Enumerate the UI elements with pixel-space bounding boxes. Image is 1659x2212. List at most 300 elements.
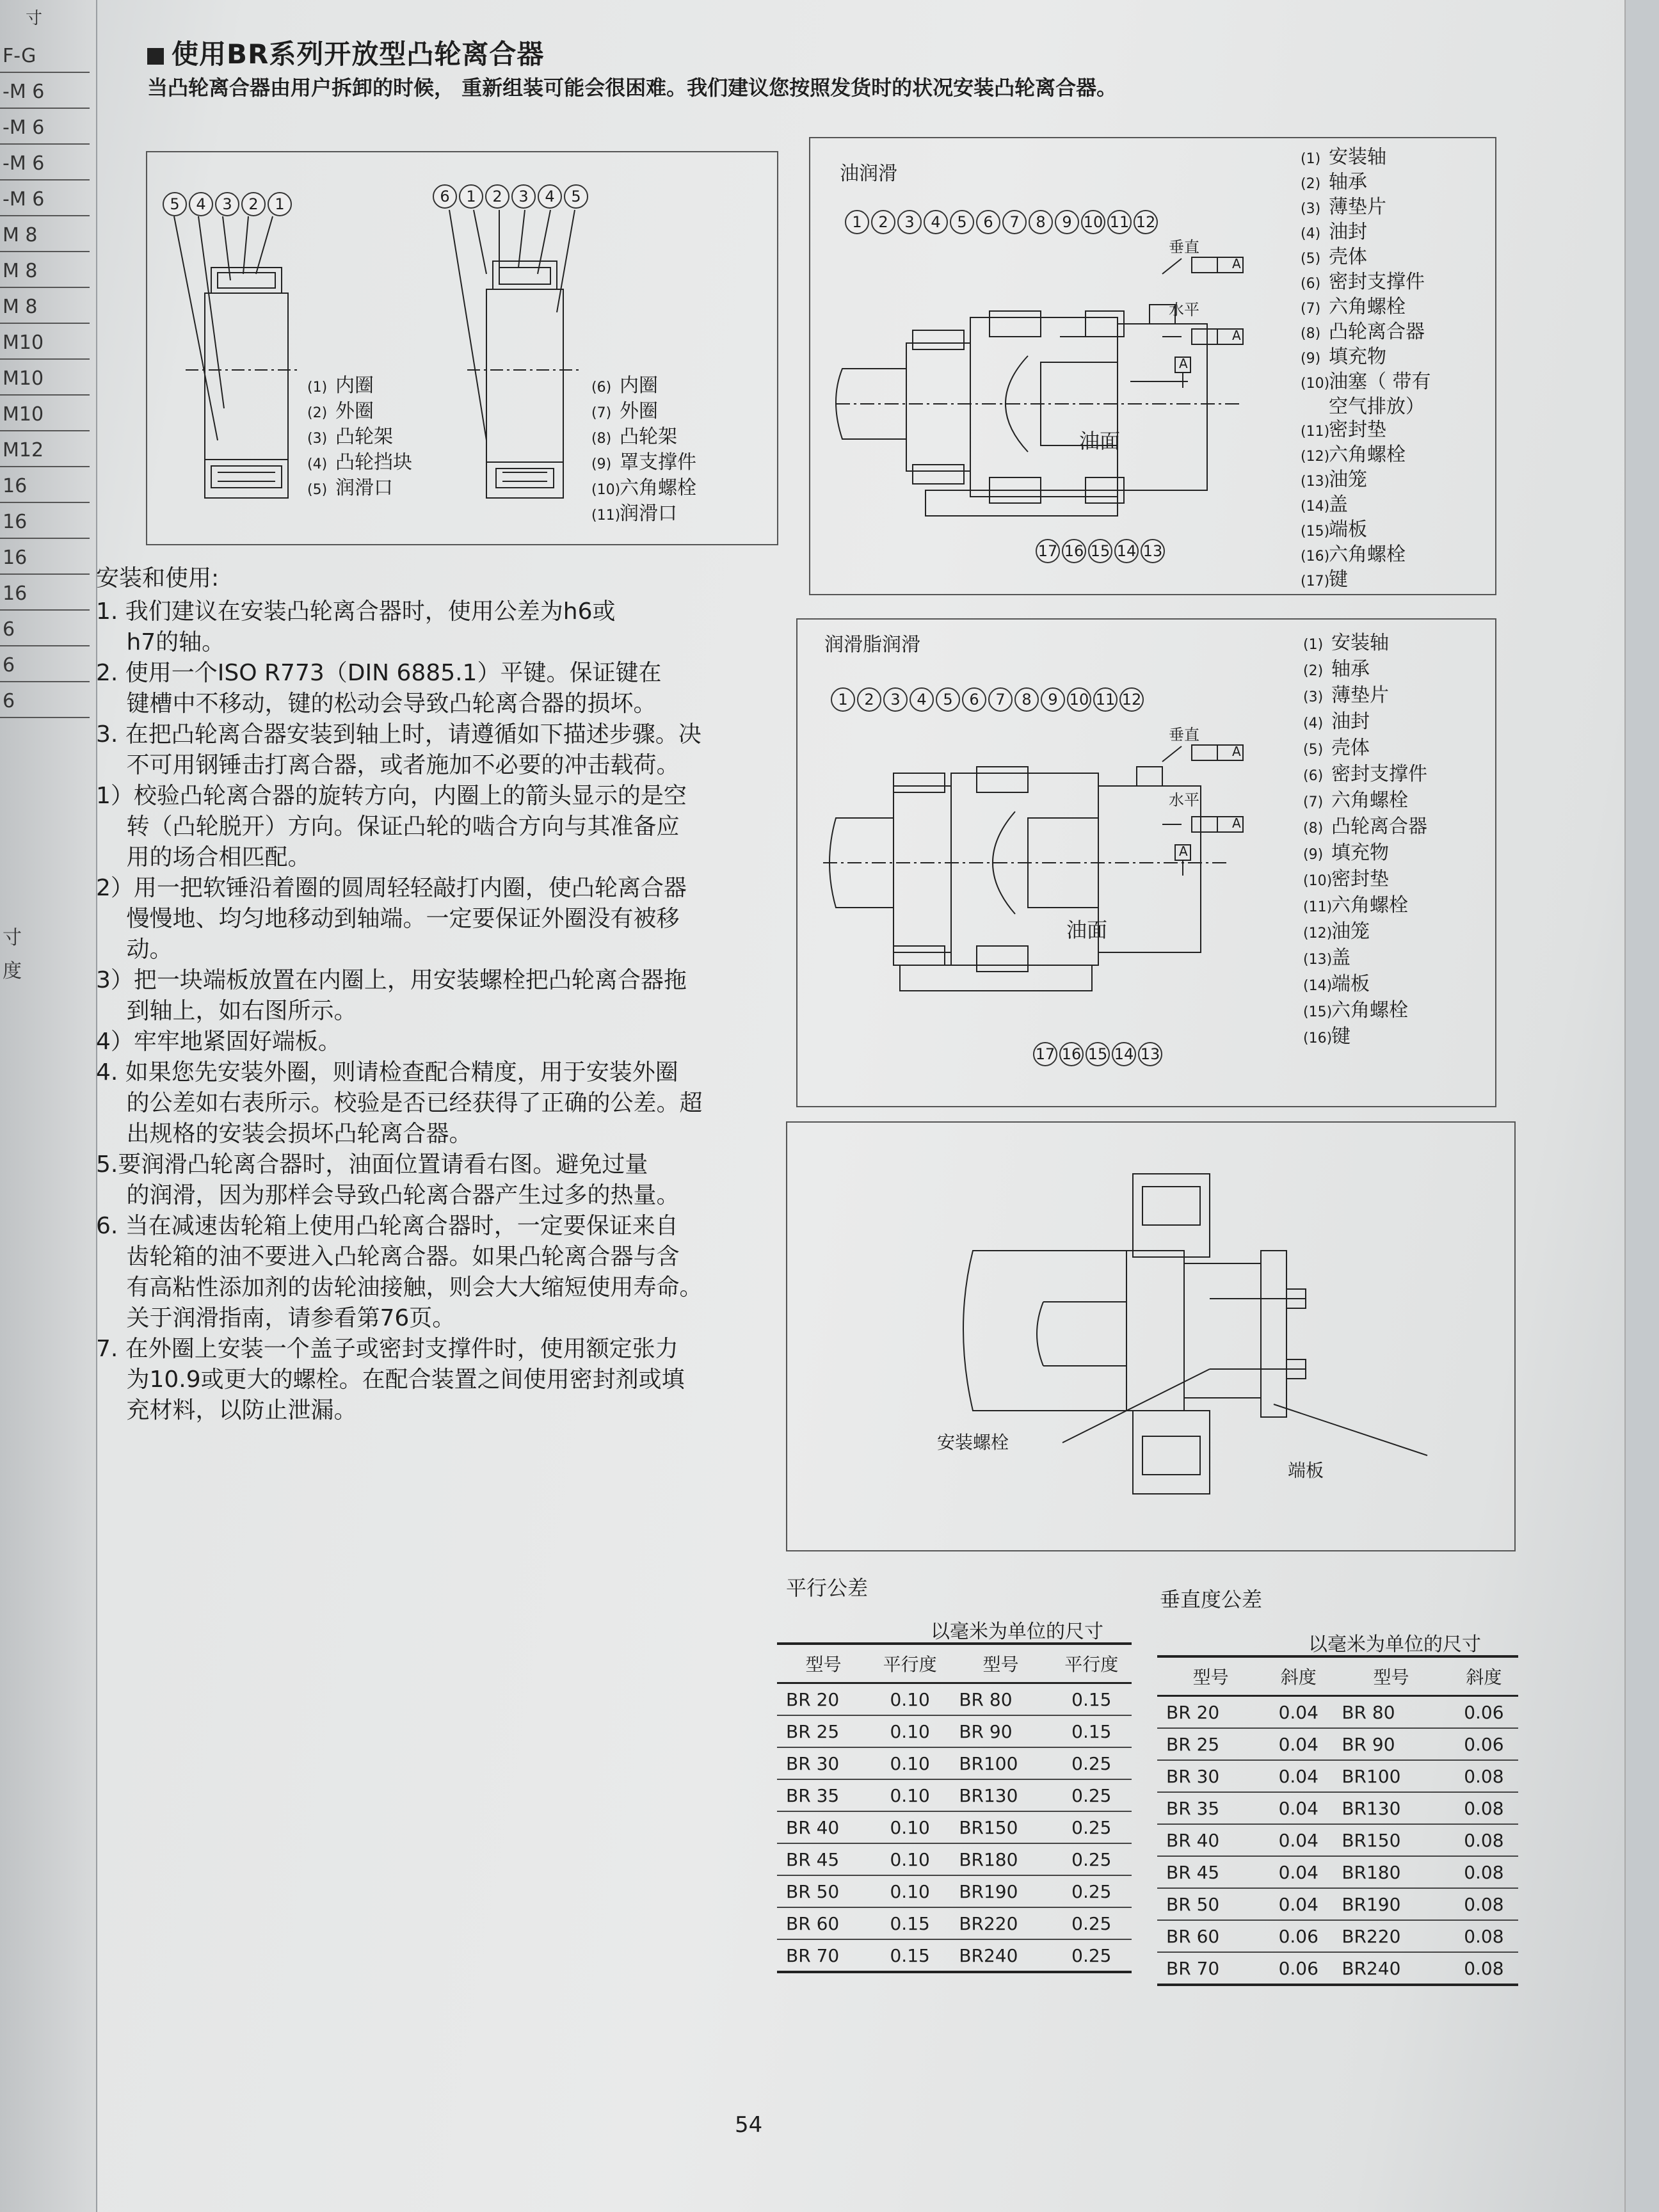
value-cell: 0.08 bbox=[1450, 1920, 1518, 1952]
model-cell: BR 60 bbox=[1157, 1920, 1264, 1952]
part-number-circle: 3 bbox=[897, 210, 922, 234]
model-cell: BR 45 bbox=[777, 1843, 870, 1875]
model-cell: BR180 bbox=[1333, 1856, 1449, 1888]
legend-text: 安装轴 bbox=[1331, 632, 1389, 654]
model-cell: BR220 bbox=[1333, 1920, 1449, 1952]
legend-number: (4) bbox=[1303, 716, 1324, 732]
legend-text: 盖 bbox=[1331, 947, 1350, 969]
legend-text: 端板 bbox=[1331, 973, 1370, 995]
instructions-heading: 安装和使用: bbox=[96, 565, 220, 591]
legend-item bbox=[1301, 346, 1431, 371]
model-cell: BR 20 bbox=[1157, 1696, 1264, 1729]
legend-item bbox=[1303, 684, 1427, 710]
part-number-circle: 3 bbox=[215, 192, 239, 216]
value-cell: 0.25 bbox=[1052, 1811, 1132, 1843]
legend-number: (7) bbox=[591, 405, 612, 421]
legend-number: (17) bbox=[1301, 573, 1330, 589]
legend-text: 油笼 bbox=[1329, 469, 1367, 491]
table-row bbox=[1157, 1856, 1518, 1888]
part-number-circle: 2 bbox=[241, 192, 266, 216]
legend-text: 润滑口 bbox=[620, 502, 677, 525]
value-cell: 0.25 bbox=[1052, 1843, 1132, 1875]
legend-item bbox=[1303, 736, 1427, 762]
model-cell: BR 40 bbox=[1157, 1824, 1264, 1856]
value-cell: 0.08 bbox=[1450, 1824, 1518, 1856]
part-number-circle: 10 bbox=[1067, 687, 1091, 712]
grease-lubrication-title: 润滑脂润滑 bbox=[824, 634, 920, 656]
prev-page-line: 16 bbox=[3, 582, 28, 605]
value-cell: 0.06 bbox=[1264, 1952, 1333, 1985]
legend-item bbox=[1301, 146, 1431, 171]
prev-page-line: M12 bbox=[3, 439, 44, 461]
value-cell: 0.25 bbox=[1052, 1875, 1132, 1907]
prev-page-rule bbox=[0, 573, 90, 575]
value-cell: 0.15 bbox=[1052, 1683, 1132, 1716]
legend-number: (5) bbox=[1303, 742, 1324, 758]
legend-text: 空气排放） bbox=[1329, 396, 1425, 418]
prev-page-rule bbox=[0, 538, 90, 539]
instruction-line: 齿轮箱的油不要进入凸轮离合器。如果凸轮离合器与含 bbox=[96, 1244, 680, 1270]
legend-text: 六角螺栓 bbox=[1329, 543, 1406, 566]
instruction-line: 7. 在外圈上安装一个盖子或密封支撑件时，使用额定张力 bbox=[96, 1336, 678, 1362]
value-cell: 0.04 bbox=[1264, 1760, 1333, 1792]
perpendicular-table-unit: 以毫米为单位的尺寸 bbox=[1308, 1633, 1481, 1656]
legend-item bbox=[1301, 321, 1431, 346]
legend-item bbox=[1301, 396, 1431, 419]
square-bullet-icon bbox=[147, 48, 164, 65]
previous-page-edge bbox=[0, 0, 97, 2212]
legend-item bbox=[1301, 543, 1431, 568]
prev-page-rule bbox=[0, 502, 90, 503]
part-number-circle: 5 bbox=[950, 210, 974, 234]
instruction-line: 有高粘性添加剂的齿轮油接触，则会大大缩短使用寿命。 bbox=[96, 1274, 703, 1301]
column-header: 型号 bbox=[1333, 1656, 1449, 1696]
model-cell: BR 40 bbox=[777, 1811, 870, 1843]
prev-page-line: -M 6 bbox=[3, 188, 45, 211]
legend-item bbox=[1301, 296, 1431, 321]
model-cell: BR 70 bbox=[777, 1939, 870, 1972]
part-number-circle: 2 bbox=[871, 210, 895, 234]
part-number-circle: 16 bbox=[1059, 1042, 1084, 1066]
datum-a: A bbox=[1179, 356, 1188, 371]
legend-text: 凸轮离合器 bbox=[1331, 815, 1427, 838]
prev-page-label: 度 bbox=[3, 960, 22, 982]
instruction-line: 4）牢牢地紧固好端板。 bbox=[96, 1029, 341, 1055]
value-cell: 0.04 bbox=[1264, 1728, 1333, 1760]
part-number-circle: 13 bbox=[1141, 539, 1165, 563]
part-number-circle: 13 bbox=[1138, 1042, 1162, 1066]
instruction-line: 用的场合相匹配。 bbox=[96, 844, 311, 870]
legend-text: 油笼 bbox=[1331, 920, 1370, 943]
value-cell: 0.25 bbox=[1052, 1907, 1132, 1939]
legend-text: 罩支撑件 bbox=[620, 451, 696, 474]
parallel-tolerance-table bbox=[777, 1642, 1132, 1973]
legend-number: (16) bbox=[1301, 549, 1330, 565]
part-number-circle: 1 bbox=[831, 687, 855, 712]
legend-text: 填充物 bbox=[1331, 842, 1389, 864]
prev-page-rule bbox=[0, 358, 90, 360]
part-number-circle: 5 bbox=[564, 184, 588, 209]
legend-number: (2) bbox=[307, 405, 328, 421]
datum-a: A bbox=[1232, 815, 1241, 831]
prev-page-line: F-G bbox=[3, 45, 36, 67]
legend-item bbox=[1301, 493, 1431, 518]
prev-page-rule bbox=[0, 215, 90, 216]
prev-page-rule bbox=[0, 143, 90, 145]
value-cell: 0.25 bbox=[1052, 1939, 1132, 1972]
legend-text: 填充物 bbox=[1329, 346, 1386, 368]
legend-text: 油塞（ 带有 bbox=[1329, 371, 1431, 393]
legend-number: (1) bbox=[1303, 637, 1324, 653]
grease-bottom-part-numbers bbox=[1033, 1042, 1162, 1066]
part-number-circle: 5 bbox=[936, 687, 960, 712]
model-cell: BR 70 bbox=[1157, 1952, 1264, 1985]
tolerance-frames bbox=[1156, 253, 1246, 394]
legend-number: (15) bbox=[1301, 524, 1330, 540]
oil-level-label: 油面 bbox=[1079, 429, 1121, 453]
legend-item bbox=[1301, 371, 1431, 396]
clutch-section-figure bbox=[146, 151, 778, 545]
model-cell: BR 25 bbox=[777, 1715, 870, 1747]
model-cell: BR 20 bbox=[777, 1683, 870, 1716]
model-cell: BR 60 bbox=[777, 1907, 870, 1939]
table-row bbox=[1157, 1888, 1518, 1920]
model-cell: BR240 bbox=[950, 1939, 1051, 1972]
legend-item bbox=[1301, 196, 1431, 221]
value-cell: 0.25 bbox=[1052, 1747, 1132, 1779]
model-cell: BR220 bbox=[950, 1907, 1051, 1939]
legend-item bbox=[1301, 568, 1431, 593]
value-cell: 0.04 bbox=[1264, 1856, 1333, 1888]
prev-page-line: -M 6 bbox=[3, 152, 45, 175]
model-cell: BR 35 bbox=[1157, 1792, 1264, 1824]
instruction-line: 慢慢地、均匀地移动到轴端。一定要保证外圈没有被移 bbox=[96, 906, 680, 932]
legend-number: (9) bbox=[1301, 351, 1321, 367]
legend-text: 六角螺栓 bbox=[620, 477, 696, 499]
legend-text: 轴承 bbox=[1331, 658, 1370, 680]
part-number-circle: 15 bbox=[1088, 539, 1112, 563]
model-cell: BR130 bbox=[950, 1779, 1051, 1811]
legend-item bbox=[591, 425, 696, 451]
legend-text: 安装轴 bbox=[1329, 146, 1386, 168]
legend-item bbox=[307, 399, 412, 425]
prev-page-line: 6 bbox=[3, 654, 15, 677]
part-number-circle: 8 bbox=[1014, 687, 1039, 712]
legend-text: 壳体 bbox=[1329, 246, 1367, 268]
legend-text: 键 bbox=[1329, 568, 1348, 591]
legend-text: 密封垫 bbox=[1329, 419, 1386, 441]
part-number-circle: 4 bbox=[538, 184, 562, 209]
part-number-circle: 6 bbox=[962, 687, 986, 712]
value-cell: 0.04 bbox=[1264, 1696, 1333, 1729]
instruction-line: 2. 使用一个ISO R773（DIN 6885.1）平键。保证键在 bbox=[96, 660, 662, 686]
instruction-line: 5.要润滑凸轮离合器时，油面位置请看右图。避免过量 bbox=[96, 1151, 648, 1178]
prev-page-line: 16 bbox=[3, 511, 28, 533]
legend-number: (2) bbox=[1303, 663, 1324, 679]
model-cell: BR 50 bbox=[1157, 1888, 1264, 1920]
part-number-circle: 1 bbox=[845, 210, 869, 234]
right-legend bbox=[591, 374, 696, 527]
prev-page-rule bbox=[0, 681, 90, 682]
legend-number: (5) bbox=[307, 482, 328, 498]
model-cell: BR150 bbox=[1333, 1824, 1449, 1856]
legend-item bbox=[1303, 972, 1427, 998]
prev-page-line: 16 bbox=[3, 547, 28, 569]
legend-text: 六角螺栓 bbox=[1331, 999, 1408, 1022]
column-header: 斜度 bbox=[1450, 1656, 1518, 1696]
part-number-circle: 9 bbox=[1041, 687, 1065, 712]
oil-top-part-numbers bbox=[845, 210, 1158, 234]
legend-number: (8) bbox=[1303, 821, 1324, 837]
instruction-line: 3）把一块端板放置在内圈上，用安装螺栓把凸轮离合器拖 bbox=[96, 967, 687, 993]
value-cell: 0.04 bbox=[1264, 1792, 1333, 1824]
legend-item bbox=[307, 374, 412, 399]
page-number: 54 bbox=[735, 2112, 763, 2138]
model-cell: BR 30 bbox=[1157, 1760, 1264, 1792]
column-header: 型号 bbox=[950, 1644, 1051, 1683]
prev-page-rule bbox=[0, 72, 90, 73]
oil-bottom-part-numbers bbox=[1036, 539, 1165, 563]
part-number-circle: 7 bbox=[988, 687, 1013, 712]
table-row bbox=[1157, 1792, 1518, 1824]
part-number-circle: 2 bbox=[485, 184, 509, 209]
legend-number: (12) bbox=[1303, 926, 1333, 942]
instruction-line: 到轴上，如右图所示。 bbox=[96, 998, 357, 1024]
legend-number: (15) bbox=[1303, 1004, 1333, 1020]
instruction-line: 键槽中不移动，键的松动会导致凸轮离合器的损坏。 bbox=[96, 691, 657, 717]
part-number-circle: 6 bbox=[976, 210, 1000, 234]
model-cell: BR 80 bbox=[950, 1683, 1051, 1716]
horizontal-label: 水平 bbox=[1169, 301, 1199, 319]
value-cell: 0.15 bbox=[1052, 1715, 1132, 1747]
table-row bbox=[777, 1843, 1132, 1875]
prev-page-rule bbox=[0, 466, 90, 467]
legend-number: (5) bbox=[1301, 251, 1321, 267]
value-cell: 0.15 bbox=[870, 1939, 950, 1972]
model-cell: BR 45 bbox=[1157, 1856, 1264, 1888]
legend-number: (6) bbox=[591, 380, 612, 396]
part-number-circle: 14 bbox=[1114, 539, 1139, 563]
value-cell: 0.06 bbox=[1264, 1920, 1333, 1952]
model-cell: BR240 bbox=[1333, 1952, 1449, 1985]
legend-item bbox=[591, 374, 696, 399]
part-number-circle: 4 bbox=[910, 687, 934, 712]
legend-number: (13) bbox=[1301, 474, 1330, 490]
table-row bbox=[1157, 1920, 1518, 1952]
legend-item bbox=[1301, 444, 1431, 469]
value-cell: 0.08 bbox=[1450, 1760, 1518, 1792]
legend-text: 凸轮挡块 bbox=[335, 451, 412, 474]
vertical-label: 垂直 bbox=[1169, 238, 1199, 256]
part-number-circle: 8 bbox=[1029, 210, 1053, 234]
tolerance-frames bbox=[1156, 741, 1246, 882]
part-number-circle: 9 bbox=[1055, 210, 1079, 234]
legend-text: 凸轮架 bbox=[620, 426, 677, 448]
part-number-circle: 3 bbox=[511, 184, 536, 209]
prev-page-rule bbox=[0, 717, 90, 718]
instruction-line: 的公差如右表所示。校验是否已经获得了正确的公差。超 bbox=[96, 1090, 703, 1116]
legend-number: (3) bbox=[1301, 201, 1321, 217]
legend-item bbox=[591, 502, 696, 527]
prev-page-rule bbox=[0, 108, 90, 109]
part-number-circle: 10 bbox=[1081, 210, 1105, 234]
instruction-line: h7的轴。 bbox=[96, 629, 225, 655]
part-number-circle: 6 bbox=[433, 184, 457, 209]
table-row bbox=[777, 1683, 1132, 1716]
legend-item bbox=[591, 476, 696, 502]
table-row bbox=[777, 1747, 1132, 1779]
mounting-bolt-label: 安装螺栓 bbox=[937, 1432, 1009, 1453]
legend-text: 六角螺栓 bbox=[1329, 444, 1406, 466]
instruction-line: 转（凸轮脱开）方向。保证凸轮的啮合方向与其准备应 bbox=[96, 813, 680, 840]
datum-a: A bbox=[1232, 328, 1241, 343]
legend-item bbox=[1303, 710, 1427, 736]
value-cell: 0.08 bbox=[1450, 1952, 1518, 1985]
column-header: 型号 bbox=[777, 1644, 870, 1683]
legend-text: 凸轮离合器 bbox=[1329, 321, 1425, 343]
oil-lubrication-figure bbox=[809, 137, 1496, 595]
legend-number: (11) bbox=[591, 508, 621, 524]
legend-number: (1) bbox=[1301, 151, 1321, 167]
legend-item bbox=[1301, 469, 1431, 493]
legend-text: 键 bbox=[1331, 1025, 1350, 1048]
legend-text: 六角螺栓 bbox=[1331, 789, 1408, 812]
value-cell: 0.06 bbox=[1450, 1728, 1518, 1760]
legend-item bbox=[1303, 1025, 1427, 1051]
value-cell: 0.15 bbox=[870, 1907, 950, 1939]
legend-text: 油封 bbox=[1331, 710, 1370, 733]
mounting-figure bbox=[786, 1121, 1516, 1551]
model-cell: BR 30 bbox=[777, 1747, 870, 1779]
value-cell: 0.10 bbox=[870, 1715, 950, 1747]
table-row bbox=[777, 1715, 1132, 1747]
legend-number: (12) bbox=[1301, 449, 1330, 465]
end-plate-label: 端板 bbox=[1288, 1460, 1324, 1481]
legend-text: 薄垫片 bbox=[1331, 684, 1389, 707]
legend-item bbox=[1303, 998, 1427, 1025]
part-number-circle: 3 bbox=[883, 687, 908, 712]
legend-number: (11) bbox=[1301, 424, 1330, 440]
value-cell: 0.10 bbox=[870, 1779, 950, 1811]
legend-number: (16) bbox=[1303, 1030, 1333, 1046]
instruction-line: 动。 bbox=[96, 936, 173, 963]
legend-item bbox=[591, 451, 696, 476]
legend-item bbox=[1303, 841, 1427, 867]
datum-a: A bbox=[1179, 844, 1188, 859]
part-number-circle: 1 bbox=[459, 184, 483, 209]
legend-text: 盖 bbox=[1329, 493, 1348, 516]
legend-text: 壳体 bbox=[1331, 737, 1370, 759]
prev-page-line: 6 bbox=[3, 618, 15, 641]
legend-text: 内圈 bbox=[335, 374, 374, 397]
prev-page-line: -M 6 bbox=[3, 81, 45, 103]
legend-number: (10) bbox=[1301, 376, 1330, 392]
value-cell: 0.04 bbox=[1264, 1824, 1333, 1856]
legend-number: (11) bbox=[1303, 899, 1333, 915]
table-row bbox=[1157, 1760, 1518, 1792]
column-header: 型号 bbox=[1157, 1656, 1264, 1696]
legend-text: 密封垫 bbox=[1331, 868, 1389, 890]
legend-text: 密封支撑件 bbox=[1331, 763, 1427, 785]
legend-item bbox=[307, 425, 412, 451]
model-cell: BR 90 bbox=[1333, 1728, 1449, 1760]
legend-item bbox=[1303, 815, 1427, 841]
legend-item bbox=[1301, 246, 1431, 271]
instruction-line: 2）用一把软锤沿着圈的圆周轻轻敲打内圈，使凸轮离合器 bbox=[96, 875, 687, 901]
part-number-circle: 15 bbox=[1086, 1042, 1110, 1066]
prev-page-label: 寸 bbox=[3, 927, 22, 949]
legend-text: 外圈 bbox=[620, 400, 658, 422]
model-cell: BR 50 bbox=[777, 1875, 870, 1907]
mounting-drawing bbox=[787, 1123, 1514, 1550]
prev-page-line: M 8 bbox=[3, 260, 38, 282]
oil-level-label: 油面 bbox=[1066, 918, 1108, 942]
model-cell: BR 25 bbox=[1157, 1728, 1264, 1760]
legend-text: 润滑口 bbox=[335, 477, 393, 499]
part-number-circle: 11 bbox=[1107, 210, 1132, 234]
legend-text: 密封支撑件 bbox=[1329, 271, 1425, 293]
table-row bbox=[777, 1907, 1132, 1939]
model-cell: BR100 bbox=[950, 1747, 1051, 1779]
prev-page-rule bbox=[0, 323, 90, 324]
legend-number: (7) bbox=[1301, 301, 1321, 317]
legend-number: (6) bbox=[1301, 276, 1321, 292]
legend-number: (3) bbox=[1303, 689, 1324, 705]
horizontal-label: 水平 bbox=[1169, 791, 1199, 809]
legend-text: 内圈 bbox=[620, 374, 658, 397]
legend-text: 薄垫片 bbox=[1329, 196, 1386, 218]
prev-page-rule bbox=[0, 394, 90, 396]
legend-item bbox=[1301, 419, 1431, 444]
prev-page-line: 6 bbox=[3, 690, 15, 712]
prev-page-line: 16 bbox=[3, 475, 28, 497]
legend-text: 六角螺栓 bbox=[1331, 894, 1408, 917]
legend-text: 轴承 bbox=[1329, 171, 1367, 193]
table-row bbox=[777, 1939, 1132, 1972]
installation-instructions bbox=[96, 563, 787, 1426]
value-cell: 0.25 bbox=[1052, 1779, 1132, 1811]
part-number-circle: 7 bbox=[1002, 210, 1027, 234]
legend-number: (4) bbox=[1301, 226, 1321, 242]
value-cell: 0.10 bbox=[870, 1683, 950, 1716]
datum-a: A bbox=[1232, 744, 1241, 759]
legend-number: (10) bbox=[1303, 873, 1333, 889]
legend-item bbox=[1303, 657, 1427, 684]
grease-top-part-numbers bbox=[831, 687, 1144, 712]
table-row bbox=[1157, 1728, 1518, 1760]
instruction-line: 4. 如果您先安装外圈，则请检查配合精度，用于安装外圈 bbox=[96, 1059, 678, 1086]
instruction-line: 1. 我们建议在安装凸轮离合器时，使用公差为h6或 bbox=[96, 598, 616, 625]
legend-text: 油封 bbox=[1329, 221, 1367, 243]
legend-number: (6) bbox=[1303, 768, 1324, 784]
prev-page-line: M10 bbox=[3, 332, 44, 354]
part-number-circle: 1 bbox=[268, 192, 292, 216]
legend-item bbox=[1303, 867, 1427, 894]
table-row bbox=[1157, 1824, 1518, 1856]
part-number-circle: 14 bbox=[1112, 1042, 1136, 1066]
legend-number: (3) bbox=[307, 431, 328, 447]
oil-legend bbox=[1301, 146, 1431, 593]
grease-lubrication-figure bbox=[796, 618, 1496, 1107]
instruction-line: 的润滑，因为那样会导致凸轮离合器产生过多的热量。 bbox=[96, 1182, 680, 1208]
oil-lubrication-title: 油润滑 bbox=[840, 163, 897, 185]
next-page-edge bbox=[1624, 0, 1659, 2212]
legend-number: (4) bbox=[307, 456, 328, 472]
table-row bbox=[777, 1779, 1132, 1811]
part-number-circle: 4 bbox=[924, 210, 948, 234]
instruction-line: 充材料，以防止泄漏。 bbox=[96, 1397, 357, 1423]
legend-item bbox=[1303, 762, 1427, 789]
